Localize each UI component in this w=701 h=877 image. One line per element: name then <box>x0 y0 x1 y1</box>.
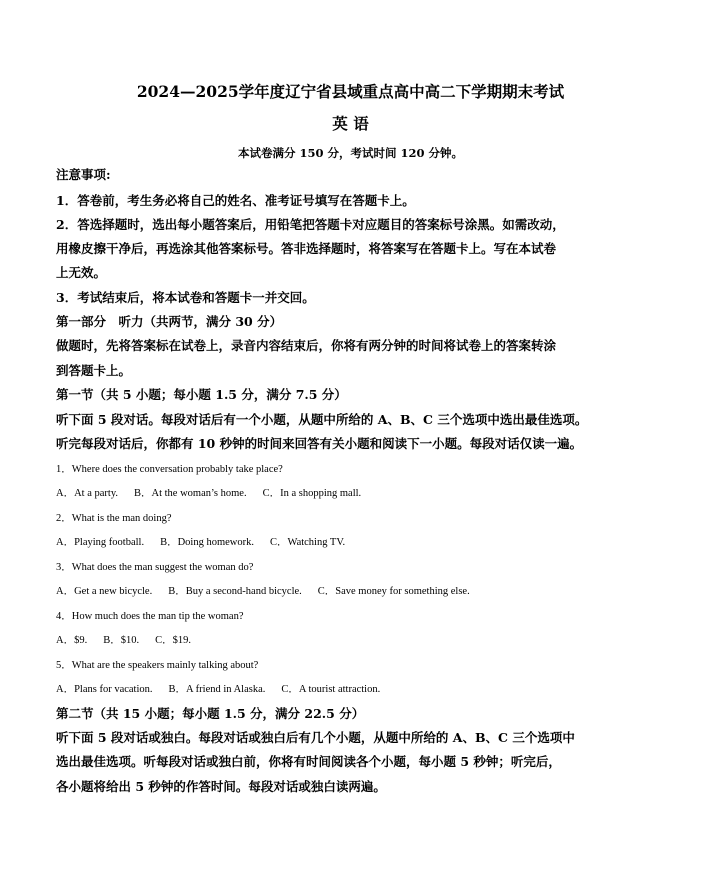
option-b: B．At the woman’s home. <box>134 488 247 499</box>
section2-instruction: 选出最佳选项。听每段对话或独白前，你将有时间阅读各个小题，每小题 5 秒钟；听完后， <box>56 754 561 769</box>
option-a: A．Plans for vacation. <box>56 684 153 695</box>
question-options <box>56 538 361 549</box>
option-b: B．$10. <box>103 635 140 646</box>
question-options <box>56 587 486 598</box>
option-c: C．Save money for something else. <box>317 586 470 597</box>
question-text: 1．Where does the conversation probably take place? <box>56 464 283 475</box>
question-options <box>56 489 377 500</box>
section2-instruction: 各小题将给出 5 秒钟的作答时间。每段对话或独白读两遍。 <box>56 779 386 794</box>
option-c: C．$19. <box>155 635 191 646</box>
exam-subtitle: 本试卷满分 150 分，考试时间 120 分钟。 <box>237 146 464 160</box>
section2-heading: 第二节（共 15 小题；每小题 1.5 分，满分 22.5 分） <box>56 706 365 721</box>
option-c: C．A tourist attraction. <box>281 684 381 695</box>
exam-title: 2024—2025学年度辽宁省县域重点高中高二下学期期末考试 <box>136 82 565 101</box>
option-b: B．Buy a second-hand bicycle. <box>168 586 302 597</box>
question-text: 3．What does the man suggest the woman do? <box>56 562 254 573</box>
section1-heading: 第一节（共 5 小题；每小题 1.5 分，满分 7.5 分） <box>56 387 347 402</box>
option-a: A．$9. <box>56 635 88 646</box>
subject-title: 英 语 <box>332 114 369 133</box>
notice-line: 上无效。 <box>56 265 107 280</box>
option-b: B．A friend in Alaska. <box>168 684 266 695</box>
notice-line: 3．考试结束后，将本试卷和答题卡一并交回。 <box>56 290 315 305</box>
option-c: C．Watching TV. <box>270 537 346 548</box>
question-options <box>56 685 396 696</box>
section1-instruction: 听完每段对话后，你都有 10 秒钟的时间来回答有关小题和阅读下一小题。每段对话仅读一遍。 <box>56 436 583 451</box>
notice-line: 2．答选择题时，选出每小题答案后，用铅笔把答题卡对应题目的答案标号涂黑。如需改动， <box>56 217 565 232</box>
question-text: 4．How much does the man tip the woman? <box>56 611 244 622</box>
question-text: 5．What are the speakers mainly talking about? <box>56 660 259 671</box>
question-options <box>56 636 207 647</box>
notice-heading: 注意事项: <box>56 167 111 182</box>
question-text: 2．What is the man doing? <box>56 513 172 524</box>
option-b: B．Doing homework. <box>160 537 254 548</box>
part1-instruction: 到答题卡上。 <box>56 363 132 378</box>
part1-instruction: 做题时，先将答案标在试卷上，录音内容结束后，你将有两分钟的时间将试卷上的答案转涂 <box>56 338 557 353</box>
notice-line: 用橡皮擦干净后，再选涂其他答案标号。答非选择题时，将答案写在答题卡上。写在本试卷 <box>56 241 557 256</box>
option-a: A．At a party. <box>56 488 119 499</box>
option-a: A．Playing football. <box>56 537 145 548</box>
section1-instruction: 听下面 5 段对话。每段对话后有一个小题，从题中所给的 A、B、C 三个选项中选出最佳选项。 <box>56 412 588 427</box>
section2-instruction: 听下面 5 段对话或独白。每段对话或独白后有几个小题，从题中所给的 A、B、C 三个选项中 <box>56 730 575 745</box>
option-c: C．In a shopping mall. <box>262 488 362 499</box>
part1-heading: 第一部分 听力（共两节，满分 30 分） <box>56 314 283 329</box>
notice-line: 1．答卷前，考生务必将自己的姓名、准考证号填写在答题卡上。 <box>56 193 415 208</box>
option-a: A．Get a new bicycle. <box>56 586 153 597</box>
